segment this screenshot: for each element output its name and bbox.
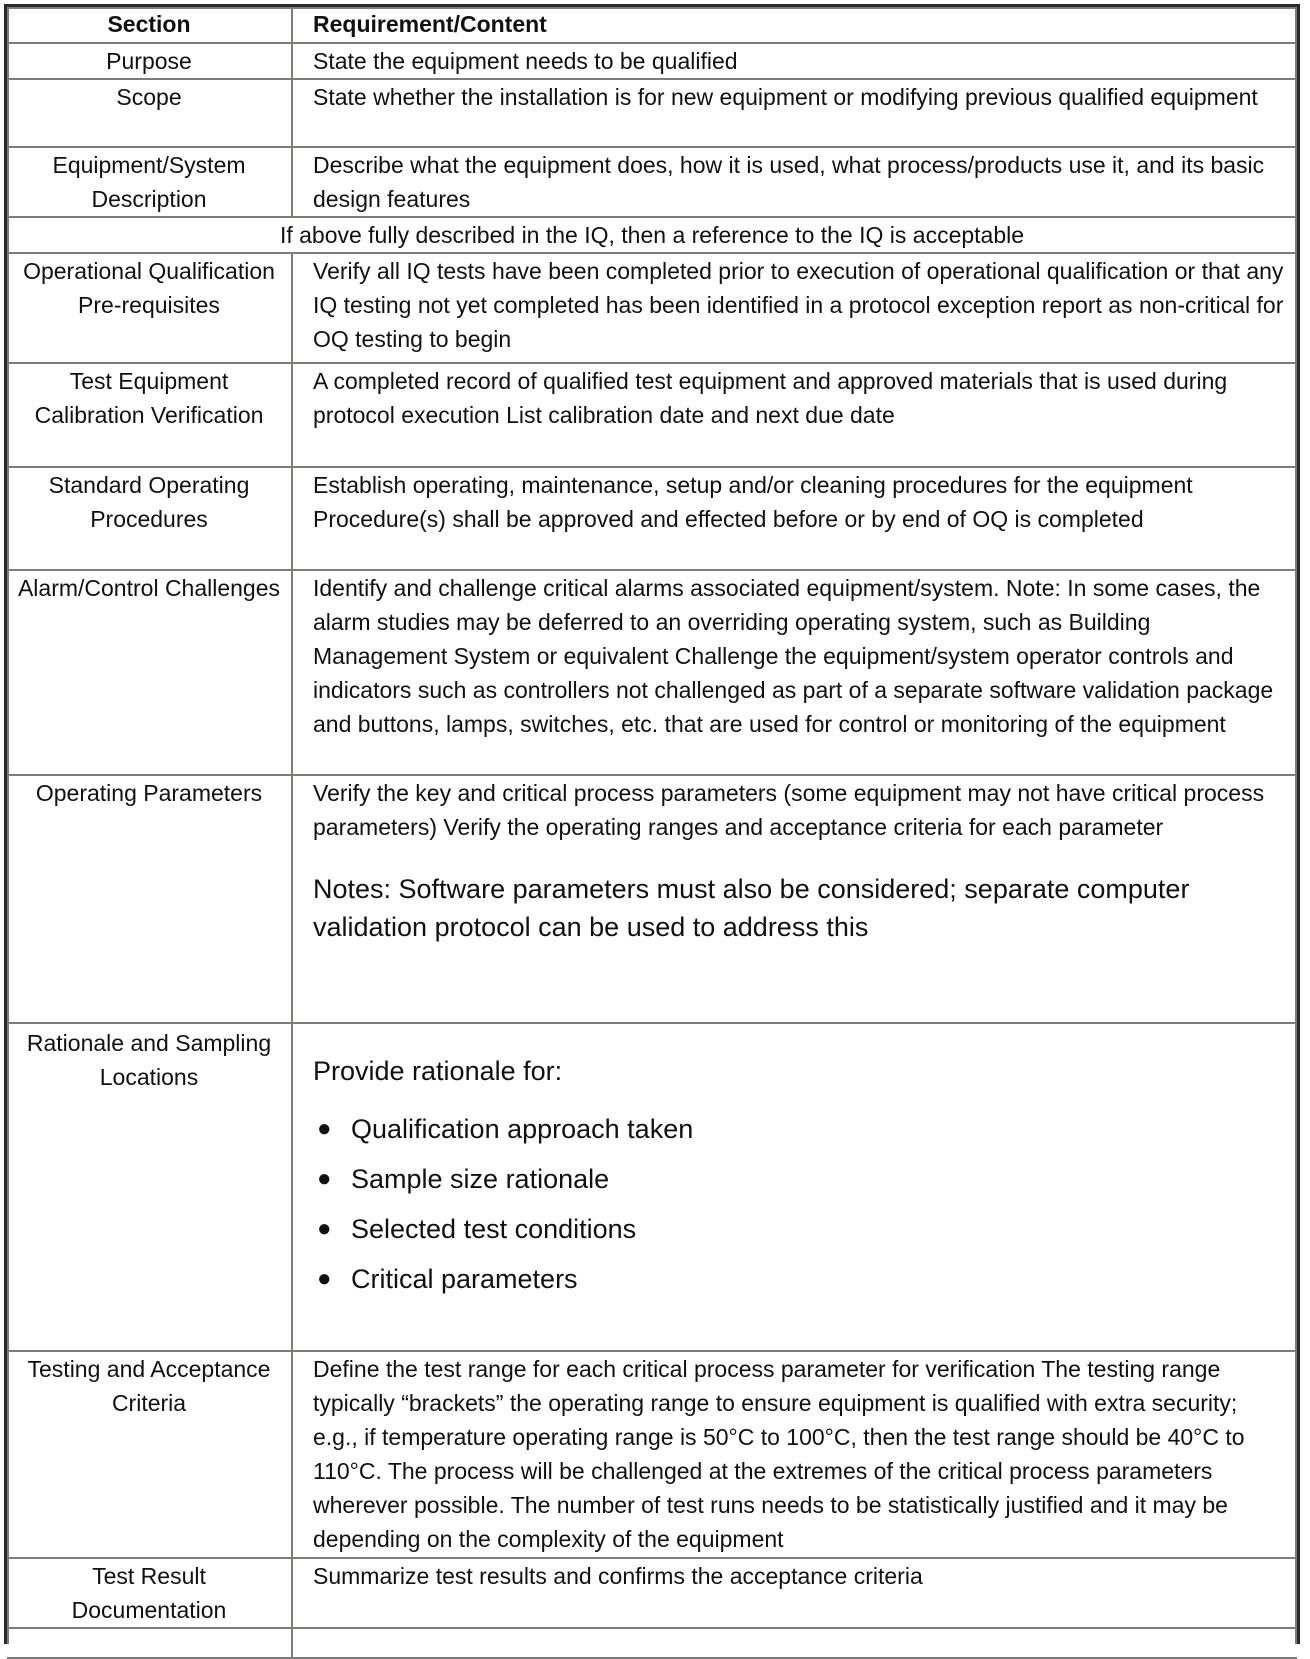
section-cell	[7, 1628, 292, 1658]
table-row	[7, 253, 1297, 363]
bullet-icon: ●	[317, 1215, 332, 1242]
table-row	[7, 79, 1297, 147]
section-cell: Testing and Acceptance Criteria	[7, 1351, 292, 1558]
header-row	[7, 7, 1297, 43]
list-item: ● Critical parameters	[313, 1260, 1287, 1298]
list-item: ● Sample size rationale	[313, 1160, 1287, 1198]
section-cell: Operational Qualification Pre-requisites	[7, 253, 292, 363]
requirements-table	[7, 7, 1297, 1659]
content-cell: Verify all IQ tests have been completed prior to execution of operational qualification or that any IQ testing not yet completed has been identified in a protocol exception report as non-critical for OQ testing to begin	[292, 253, 1297, 363]
section-cell: Test Equipment Calibration Verification	[7, 363, 292, 467]
operating-parameters-text: Verify the key and critical process parameters (some equipment may not have critical process parameters) Verify the operating ranges and acceptance criteria for each parameter	[313, 780, 1265, 840]
requirements-table-container	[4, 4, 1300, 1644]
software-notes: Notes: Software parameters must also be considered; separate computer validation protocol can be used to address this	[313, 874, 1190, 942]
content-cell: Define the test range for each critical process parameter for verification The testing range typically “brackets” the operating range to ensure equipment is qualified with extra security; e.g., if temperature operating range is 50°C to 100°C, then the test range should be 40°C to 110°C. The process will be challenged at the extremes of the critical process parameters wherever possible. The number of test runs needs to be statistically justified and it may be depending on the complexity of the equipment	[292, 1351, 1297, 1558]
table-row	[7, 1351, 1297, 1558]
content-cell: Establish operating, maintenance, setup and/or cleaning procedures for the equipment Procedure(s) shall be approved and effected before or by end of OQ is completed	[292, 467, 1297, 570]
bullet-icon: ●	[317, 1165, 332, 1192]
table-row-partial	[7, 1628, 1297, 1658]
section-cell: Standard Operating Procedures	[7, 467, 292, 570]
section-cell: Scope	[7, 79, 292, 147]
section-cell: Operating Parameters	[7, 775, 292, 1023]
content-cell: Describe what the equipment does, how it is used, what process/products use it, and its basic design features	[292, 147, 1297, 217]
content-cell: A completed record of qualified test equipment and approved materials that is used during protocol execution List calibration date and next due date	[292, 363, 1297, 467]
rationale-list	[313, 1110, 1287, 1298]
content-cell	[292, 1023, 1297, 1351]
table-row	[7, 1558, 1297, 1628]
iq-reference-note: If above fully described in the IQ, then a reference to the IQ is acceptable	[7, 217, 1297, 253]
table-row	[7, 43, 1297, 79]
bullet-icon: ●	[317, 1115, 332, 1142]
table-row	[7, 363, 1297, 467]
table-row	[7, 147, 1297, 217]
section-cell: Equipment/System Description	[7, 147, 292, 217]
content-cell: Identify and challenge critical alarms associated equipment/system. Note: In some cases, the alarm studies may be deferred to an overriding operating system, such as Building Management System or equivalent Challenge the equipment/system operator controls and indicators such as controllers not challenged as part of a separate software validation package and buttons, lamps, switches, etc. that are used for control or monitoring of the equipment	[292, 570, 1297, 775]
content-cell: State the equipment needs to be qualified	[292, 43, 1297, 79]
section-cell: Test Result Documentation	[7, 1558, 292, 1628]
table-row	[7, 775, 1297, 1023]
section-cell: Rationale and Sampling Locations	[7, 1023, 292, 1351]
content-cell: State whether the installation is for new equipment or modifying previous qualified equipment	[292, 79, 1297, 147]
content-cell	[292, 775, 1297, 1023]
table-row-span-note	[7, 217, 1297, 253]
list-item: ● Selected test conditions	[313, 1210, 1287, 1248]
section-cell: Purpose	[7, 43, 292, 79]
content-cell: Summarize test results and confirms the acceptance criteria	[292, 1558, 1297, 1628]
content-cell	[292, 1628, 1297, 1658]
rationale-intro: Provide rationale for:	[313, 1056, 563, 1086]
table-row	[7, 1023, 1297, 1351]
section-cell: Alarm/Control Challenges	[7, 570, 292, 775]
header-section: Section	[7, 7, 292, 43]
list-item: ● Qualification approach taken	[313, 1110, 1287, 1148]
bullet-icon: ●	[317, 1265, 332, 1292]
table-row	[7, 570, 1297, 775]
header-content: Requirement/Content	[292, 7, 1297, 43]
table-row	[7, 467, 1297, 570]
